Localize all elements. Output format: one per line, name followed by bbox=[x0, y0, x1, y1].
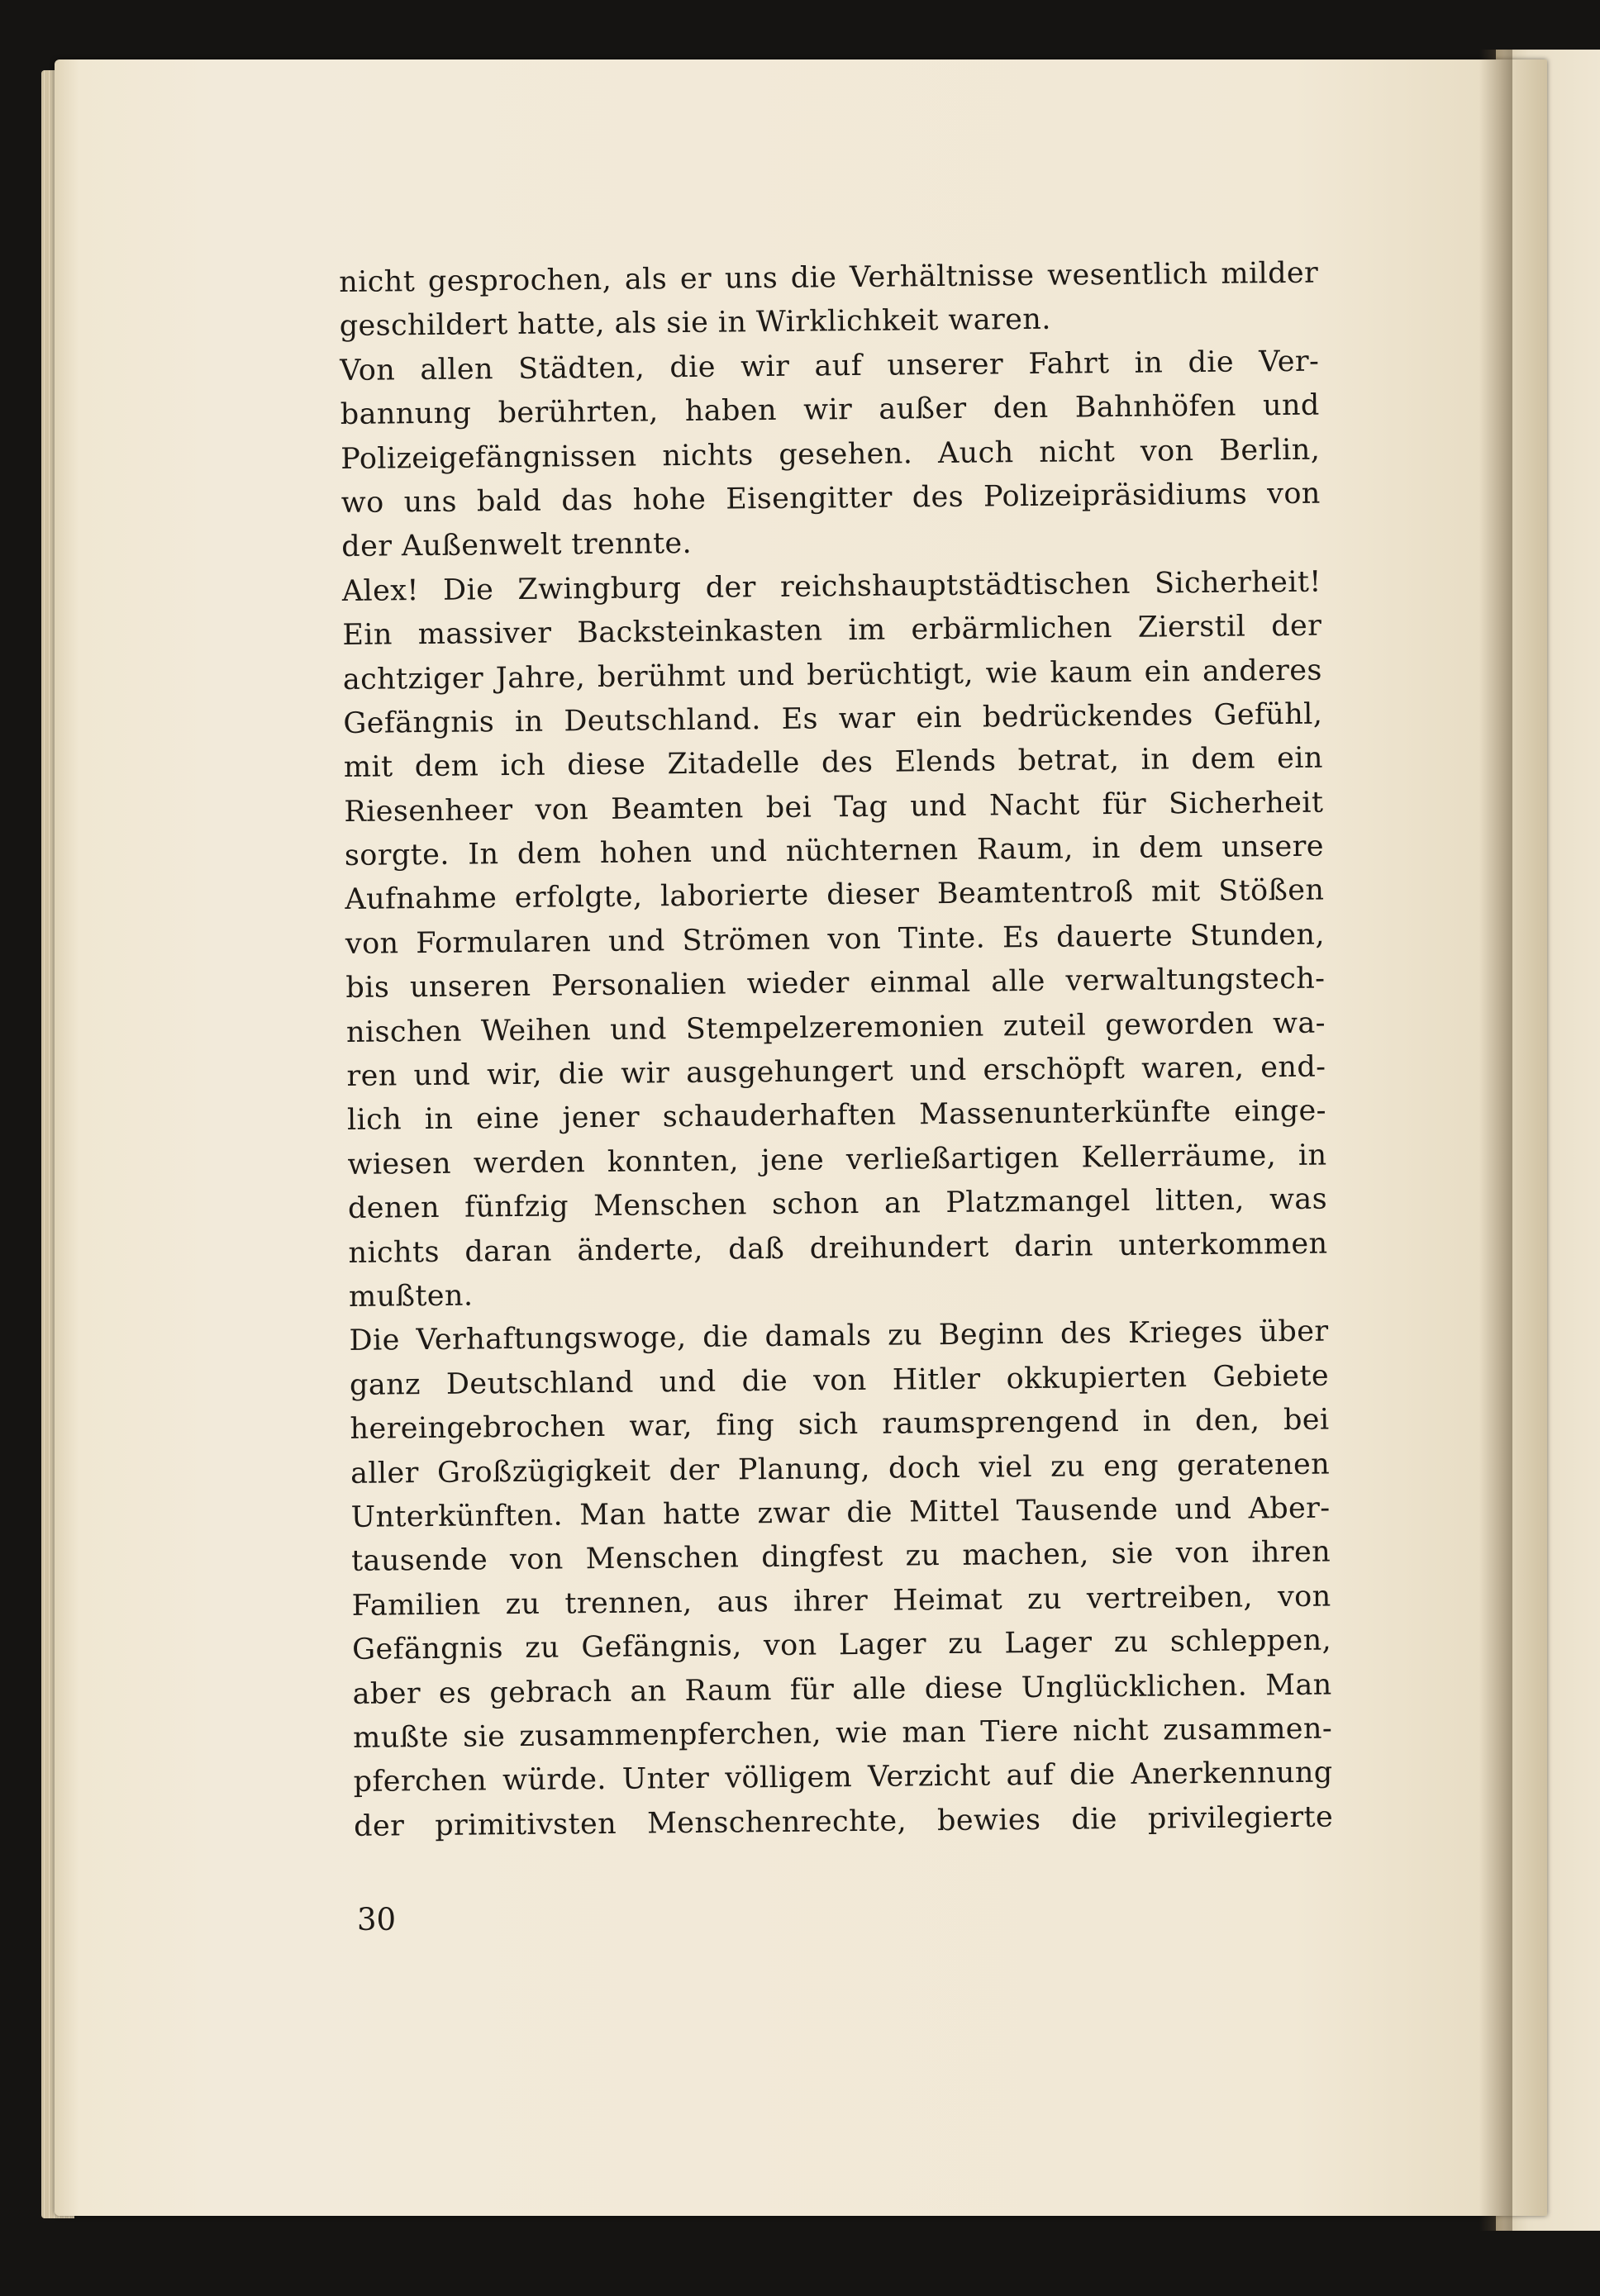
text-line: Alex! Die Zwingburg der reichshauptstädtischen Sicherheit! bbox=[341, 565, 1321, 608]
text-line: Polizeigefängnissen nichts gesehen. Auch nicht von Berlin, bbox=[340, 433, 1321, 476]
text-line: aber es gebrach an Raum für alle diese Unglücklichen. Man bbox=[352, 1668, 1332, 1711]
text-line: aller Großzügigkeit der Planung, doch viel zu eng geratenen bbox=[350, 1447, 1331, 1490]
text-line: nicht gesprochen, als er uns die Verhältnisse wesentlich milder bbox=[339, 256, 1319, 299]
text-line: mußte sie zusammenpferchen, wie man Tiere nicht zusammen- bbox=[352, 1712, 1333, 1755]
text-line: hereingebrochen war, fing sich raumsprengend in den, bei bbox=[350, 1403, 1330, 1447]
text-line: wiesen werden konnten, jene verließartigen Kellerräume, in bbox=[347, 1138, 1327, 1181]
text-line: Aufnahme erfolgte, laborierte dieser Beamtentroß mit Stößen bbox=[345, 874, 1325, 917]
text-line: Unterkünften. Man hatte zwar die Mittel Tausende und Aber- bbox=[350, 1491, 1331, 1534]
text-line: nichts daran änderte, daß dreihundert darin unterkommen bbox=[348, 1227, 1328, 1270]
text-line: bannung berührten, haben wir außer den Bahnhöfen und bbox=[340, 388, 1320, 432]
text-line: Von allen Städten, die wir auf unserer Fahrt in die Ver- bbox=[340, 345, 1320, 387]
text-line: Gefängnis zu Gefängnis, von Lager zu Lager zu schleppen, bbox=[351, 1623, 1332, 1667]
text-line: der Außenwelt trennte. bbox=[341, 527, 693, 564]
text-line: Familien zu trennen, aus ihrer Heimat zu vertreiben, von bbox=[351, 1580, 1331, 1623]
text-line: mußten. bbox=[348, 1279, 474, 1314]
text-line: Ein massiver Backsteinkasten im erbärmlichen Zierstil der bbox=[342, 609, 1322, 653]
text-line: von Formularen und Strömen von Tinte. Es dauerte Stunden, bbox=[345, 918, 1326, 961]
text-line: wo uns bald das hohe Eisengitter des Polizeipräsidiums von bbox=[340, 477, 1321, 520]
text-line: Riesenheer von Beamten bei Tag und Nacht für Sicherheit bbox=[344, 786, 1324, 829]
text-line: geschildert hatte, als sie in Wirklichkeit waren. bbox=[339, 303, 1051, 344]
text-line: ren und wir, die wir ausgehungert und erschöpft waren, end- bbox=[346, 1050, 1326, 1093]
text-line: lich in eine jener schauderhaften Massenunterkünfte einge- bbox=[346, 1094, 1327, 1138]
text-line: Gefängnis in Deutschland. Es war ein bedrückendes Gefühl, bbox=[343, 697, 1323, 740]
text-line: achtziger Jahre, berühmt und berüchtigt, wie kaum ein anderes bbox=[342, 654, 1322, 696]
gutter-shadow bbox=[1479, 50, 1512, 2231]
text-line: Die Verhaftungswoge, die damals zu Beginn des Krieges über bbox=[349, 1314, 1329, 1358]
body-text bbox=[339, 252, 1333, 1849]
text-line: pferchen würde. Unter völligem Verzicht auf die Anerkennung bbox=[353, 1756, 1333, 1799]
page-number: 30 bbox=[357, 1902, 397, 1937]
text-line: nischen Weihen und Stempelzeremonien zuteil geworden wa- bbox=[345, 1006, 1326, 1049]
text-line: denen fünfzig Menschen schon an Platzmangel litten, was bbox=[347, 1182, 1328, 1226]
text-line: ganz Deutschland und die von Hitler okkupierten Gebiete bbox=[349, 1359, 1330, 1402]
text-line: tausende von Menschen dingfest zu machen, sie von ihren bbox=[350, 1535, 1331, 1579]
text-line: mit dem ich diese Zitadelle des Elends betrat, in dem ein bbox=[343, 741, 1324, 785]
text-line: der primitivsten Menschenrechte, bewies die privilegierte bbox=[353, 1800, 1334, 1843]
text-line: sorgte. In dem hohen und nüchternen Raum, in dem unsere bbox=[344, 830, 1325, 873]
text-line: bis unseren Personalien wieder einmal alle verwaltungstech- bbox=[345, 962, 1326, 1005]
